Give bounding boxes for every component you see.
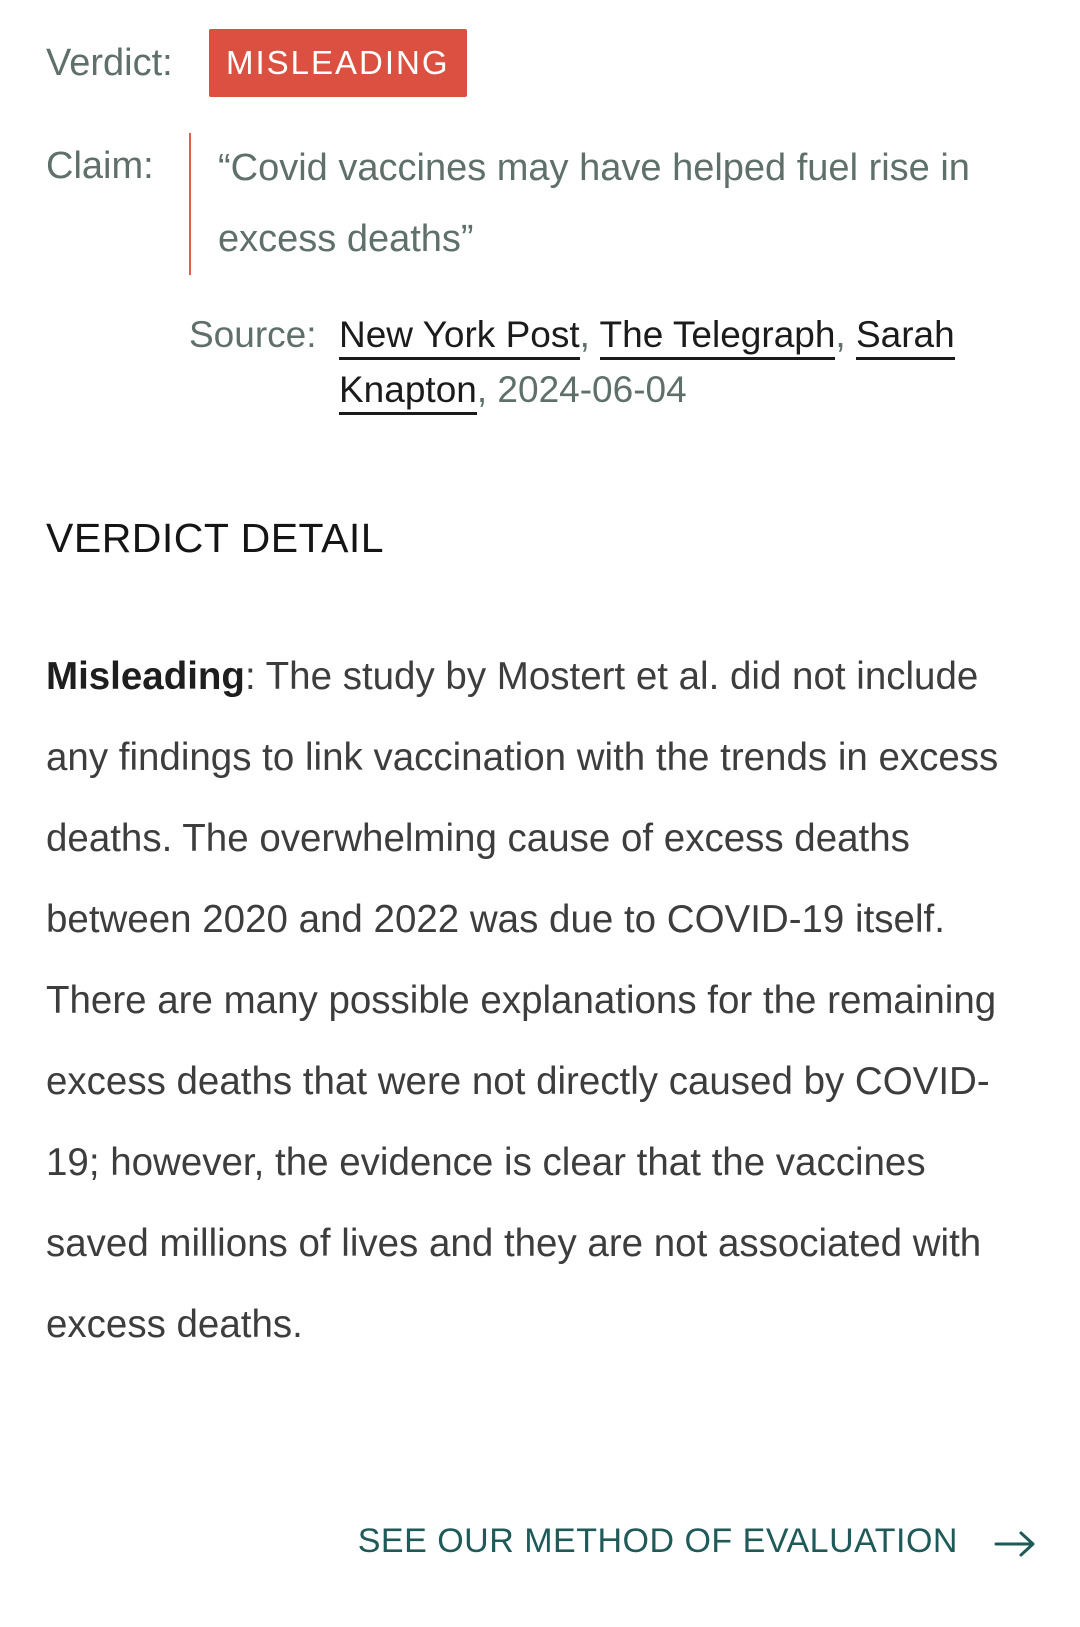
claim-quote: “Covid vaccines may have helped fuel rise in excess deaths” bbox=[189, 133, 1038, 275]
source-date: 2024-06-04 bbox=[497, 369, 687, 410]
claim-label: Claim: bbox=[46, 145, 154, 187]
source-separator: , bbox=[835, 314, 856, 355]
method-of-evaluation-label: SEE OUR METHOD OF EVALUATION bbox=[357, 1522, 958, 1560]
verdict-label: Verdict: bbox=[46, 41, 173, 84]
verdict-detail-heading: VERDICT DETAIL bbox=[46, 515, 385, 561]
arrow-right-icon bbox=[994, 1528, 1036, 1556]
source-text bbox=[339, 307, 999, 417]
verdict-detail-text: : The study by Mostert et al. did not include any findings to link vaccination with the trends in excess deaths. The overwhelming cause of excess deaths between 2020 and 2022 was due to COVID-19 itself. There are many possible explanations for the remaining excess deaths that were not directly caused by COVID-19; however, the evidence is clear that the vaccines saved millions of lives and they are not associated with excess deaths. bbox=[46, 655, 999, 1346]
source-link-new-york-post[interactable]: New York Post bbox=[339, 314, 580, 360]
source-separator: , bbox=[476, 369, 498, 410]
source-link-sarah-knapton[interactable]: Sarah Knapton bbox=[339, 314, 955, 415]
verdict-row bbox=[46, 29, 467, 97]
method-of-evaluation-link[interactable] bbox=[358, 1522, 1036, 1561]
source-separator: , bbox=[579, 314, 600, 355]
source-label: Source: bbox=[189, 314, 317, 355]
verdict-badge: MISLEADING bbox=[209, 29, 467, 97]
source-link-the-telegraph[interactable]: The Telegraph bbox=[600, 314, 836, 360]
verdict-detail-body bbox=[46, 636, 1036, 1365]
verdict-detail-lead: Misleading bbox=[46, 655, 245, 698]
